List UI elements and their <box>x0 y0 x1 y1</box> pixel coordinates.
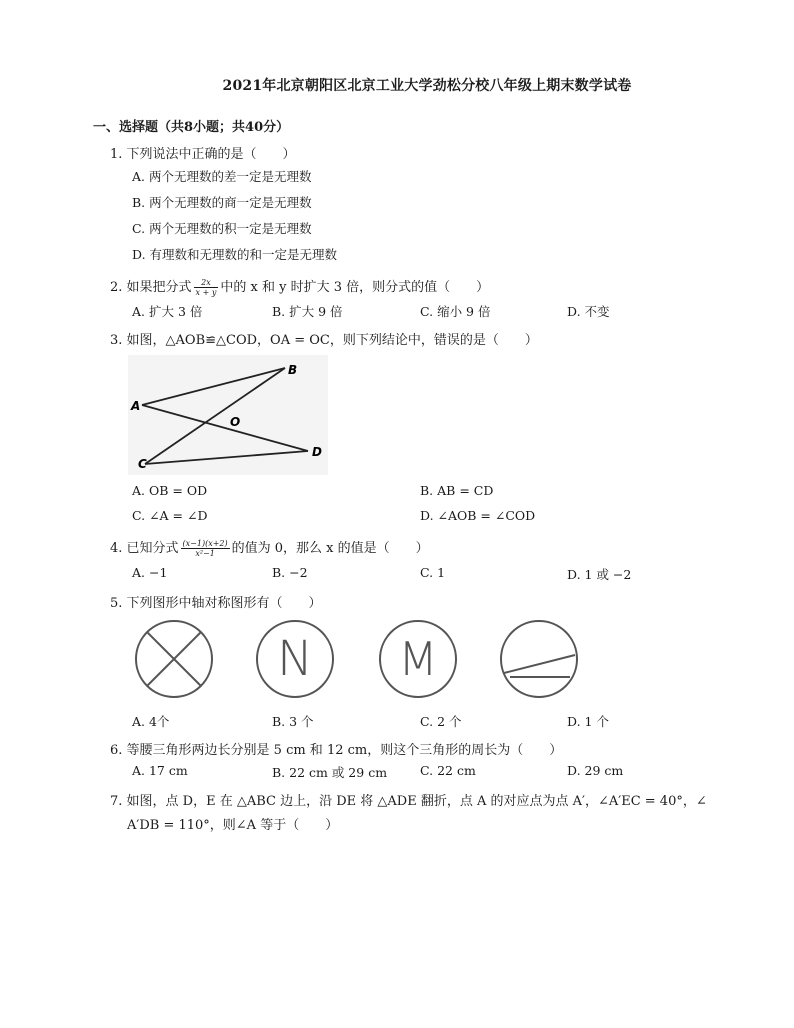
letter-n: N <box>277 631 313 687</box>
fraction-denominator: x²−1 <box>195 549 215 558</box>
question-4-option-c: C. 1 <box>420 565 446 580</box>
question-1-option-a: A. 两个无理数的差一定是无理数 <box>132 169 312 184</box>
question-2-option-d: D. 不变 <box>567 304 610 319</box>
fraction-denominator: x + y <box>195 288 217 297</box>
section-heading: 一、选择题（共8小题；共40分） <box>93 120 290 135</box>
question-4-fraction <box>181 539 230 558</box>
fraction-numerator: 2x <box>194 278 219 288</box>
question-5-figures <box>130 617 590 703</box>
question-3-option-a: A. OB = OD <box>132 483 208 498</box>
exam-title: 2021年北京朝阳区北京工业大学劲松分校八年级上期末数学试卷 <box>222 78 632 94</box>
question-2-stem-pre: 2. 如果把分式 <box>110 280 192 295</box>
figure-circle-n <box>257 621 333 697</box>
question-5-option-a: A. 4个 <box>132 714 170 729</box>
question-5-option-b: B. 3 个 <box>272 714 314 729</box>
letter-m: M <box>398 632 438 686</box>
circle-outline <box>501 621 577 697</box>
question-4-stem-post: 的值为 0，那么 x 的值是（ ） <box>231 541 429 556</box>
label-a: A <box>131 399 141 413</box>
question-3-option-c: C. ∠A = ∠D <box>132 508 208 523</box>
label-o: O <box>230 415 241 429</box>
question-6-option-c: C. 22 cm <box>420 763 476 778</box>
question-2-stem-post: 中的 x 和 y 时扩大 3 倍，则分式的值（ ） <box>220 280 490 295</box>
question-4-stem-pre: 4. 已知分式 <box>110 541 179 556</box>
figure-circle-m <box>380 621 456 697</box>
fraction-numerator: (x−1)(x+2) <box>182 539 228 548</box>
question-7-stem-line-1: 7. 如图，点 D，E 在 △ABC 边上，沿 DE 将 △ADE 翻折，点 A 的对应点为点 A′，∠A′EC = 40°，∠ <box>110 794 707 809</box>
question-3-stem: 3. 如图，△AOB≌△COD，OA = OC，则下列结论中，错误的是（ ） <box>110 333 538 348</box>
question-2-option-b: B. 扩大 9 倍 <box>272 304 343 319</box>
question-3-option-d: D. ∠AOB = ∠COD <box>420 508 536 523</box>
question-6-option-a: A. 17 cm <box>132 763 188 778</box>
question-4-stem <box>110 537 429 558</box>
chord-line <box>504 655 575 673</box>
question-5-option-d: D. 1 个 <box>567 714 609 729</box>
label-c: C <box>138 457 147 471</box>
question-1-stem: 1. 下列说法中正确的是（ ） <box>110 147 296 162</box>
label-b: B <box>288 363 298 377</box>
figure-circle-x <box>136 621 212 697</box>
label-d: D <box>312 445 322 459</box>
question-4-option-d: D. 1 或 −2 <box>567 567 632 582</box>
question-6-option-b: B. 22 cm 或 29 cm <box>272 765 388 780</box>
question-2-stem <box>110 276 489 297</box>
question-6-option-d: D. 29 cm <box>567 763 624 778</box>
question-4-option-b: B. −2 <box>272 565 308 580</box>
question-1-option-b: B. 两个无理数的商一定是无理数 <box>132 195 312 210</box>
question-2-option-a: A. 扩大 3 倍 <box>132 304 203 319</box>
question-3-option-b: B. AB = CD <box>420 483 494 498</box>
question-4-option-a: A. −1 <box>132 565 168 580</box>
question-6-stem: 6. 等腰三角形两边长分别是 5 cm 和 12 cm，则这个三角形的周长为（ ） <box>110 743 563 758</box>
question-2-option-c: C. 缩小 9 倍 <box>420 304 491 319</box>
question-1-option-d: D. 有理数和无理数的和一定是无理数 <box>132 247 338 262</box>
question-3-figure <box>128 355 328 475</box>
question-1-option-c: C. 两个无理数的积一定是无理数 <box>132 221 312 236</box>
question-2-fraction <box>194 278 219 297</box>
question-7-stem-line-2: A′DB = 110°，则∠A 等于（ ） <box>127 818 339 833</box>
question-5-stem: 5. 下列图形中轴对称图形有（ ） <box>110 596 322 611</box>
question-5-option-c: C. 2 个 <box>420 714 462 729</box>
figure-circle-chords <box>501 621 577 697</box>
